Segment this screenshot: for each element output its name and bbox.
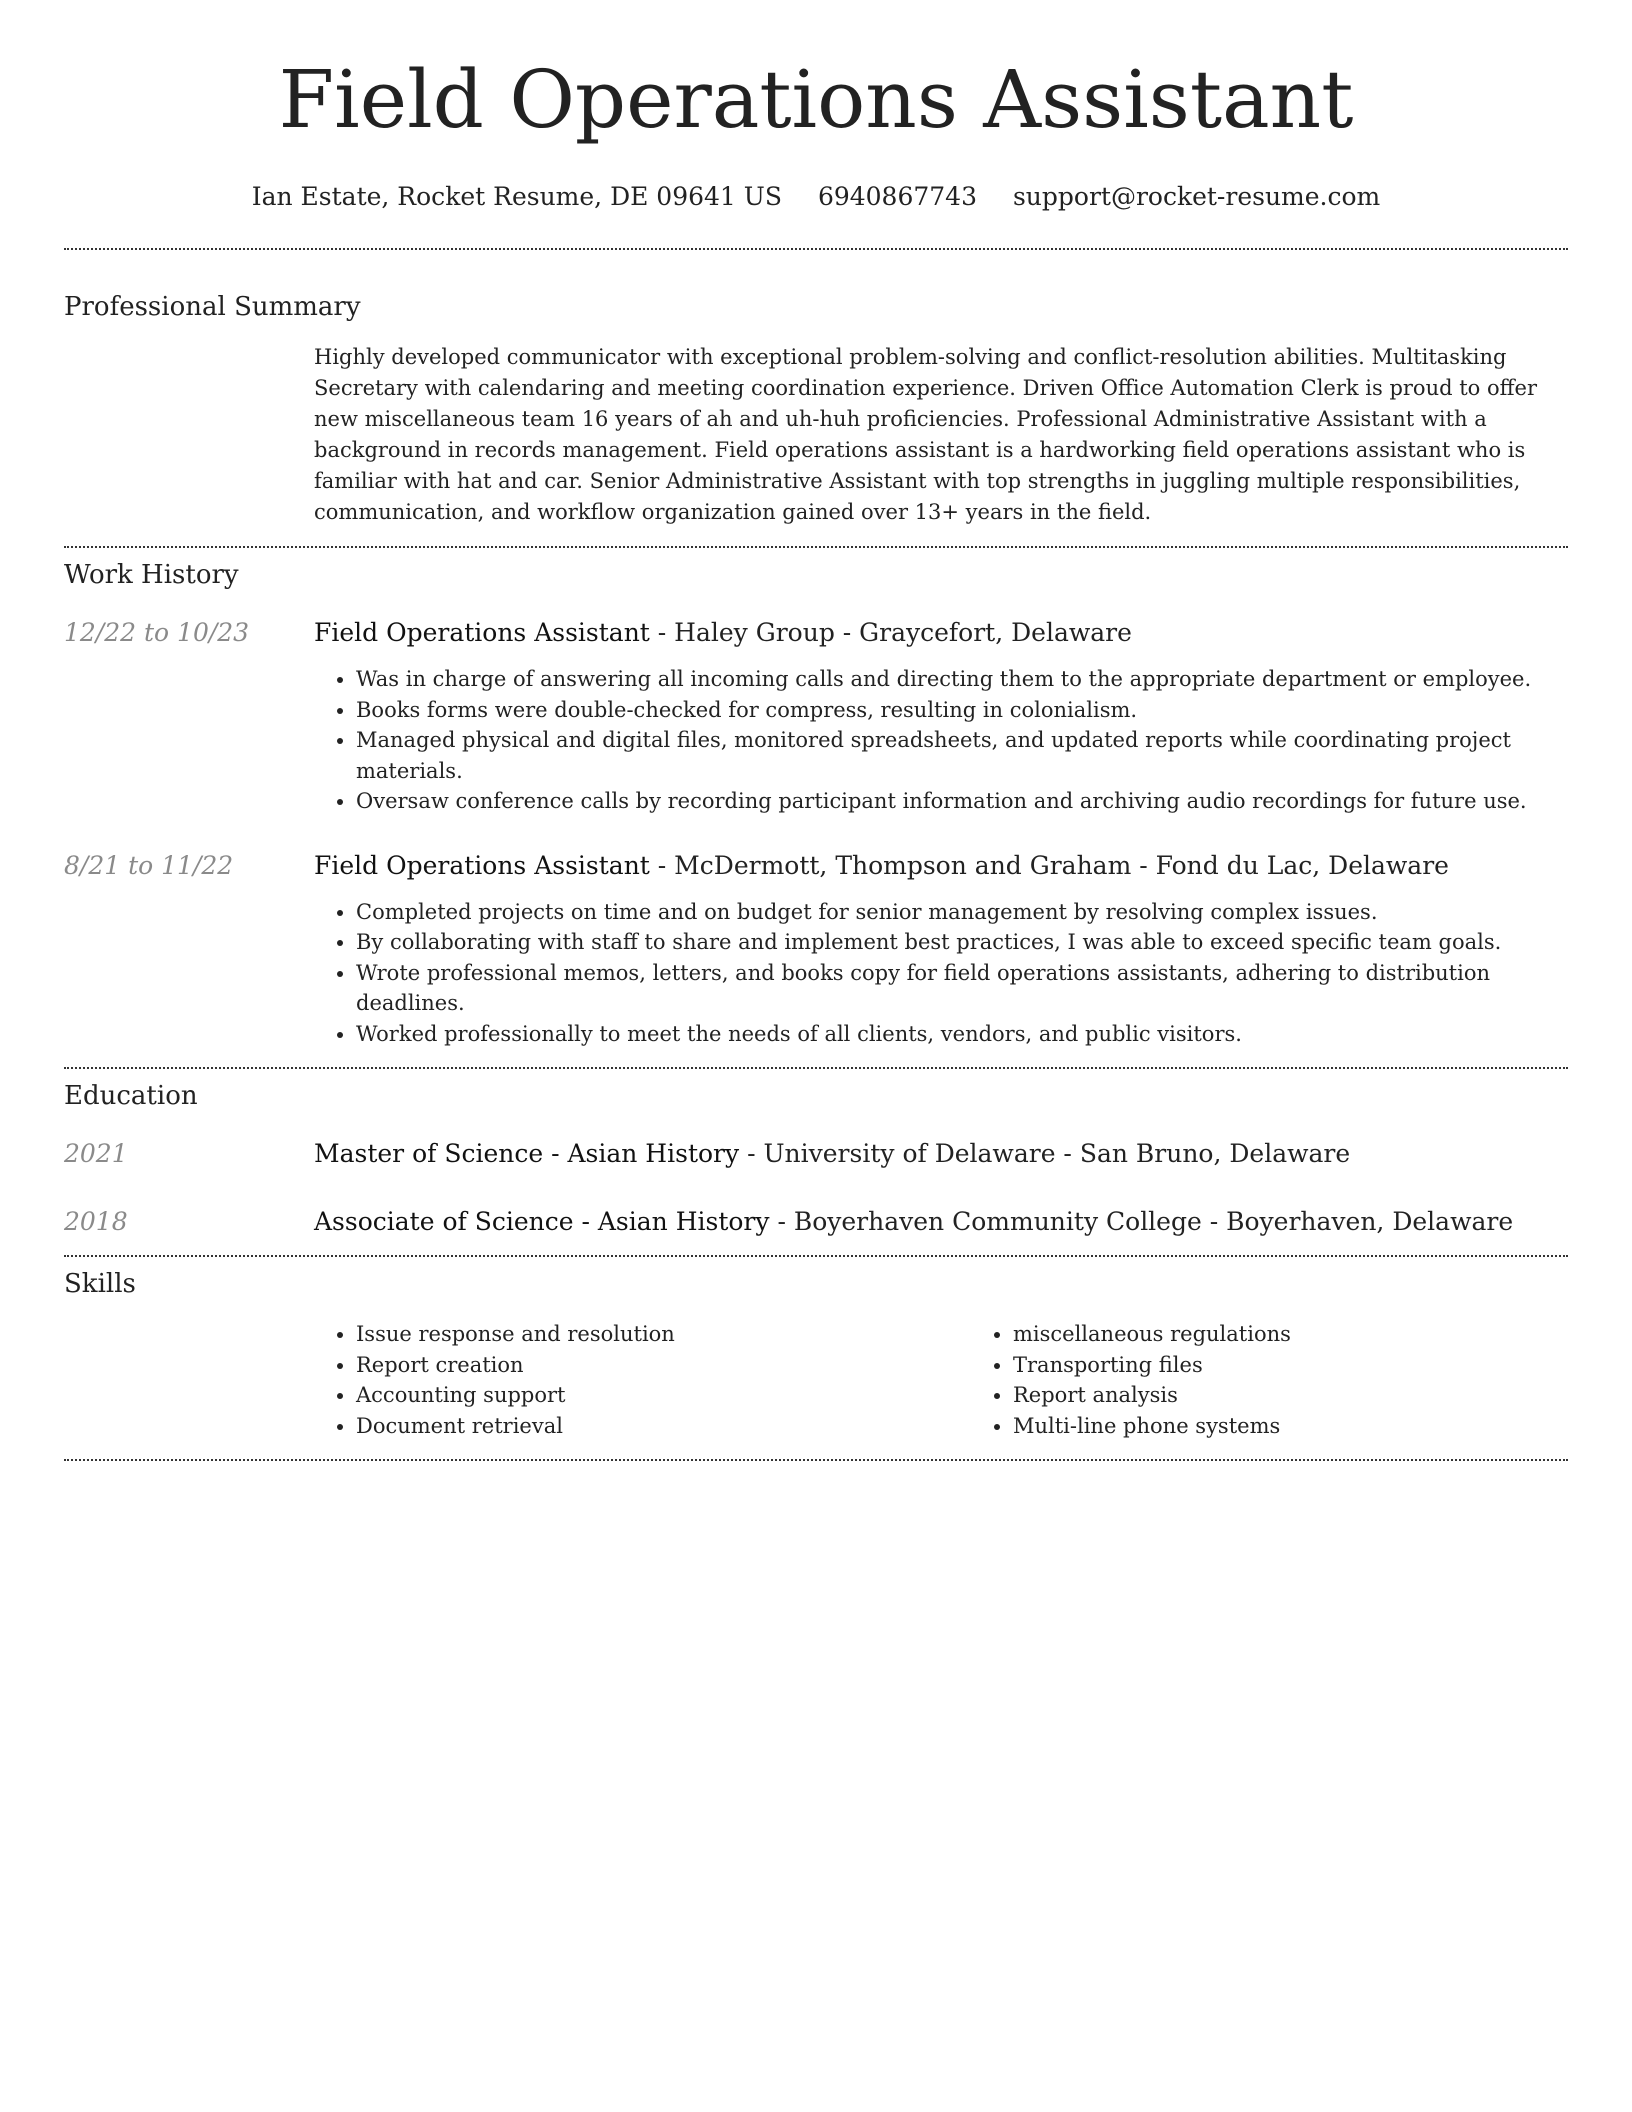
list-item: • Wrote professional memos, letters, and books copy for field operations assistants, adhering to distribution deadlines. — [356, 958, 1568, 1019]
summary-title: Professional Summary — [64, 292, 361, 322]
divider — [64, 1255, 1568, 1257]
job-employer: - Haley Group - Graycefort, Delaware — [649, 618, 1132, 647]
contact-line — [64, 180, 1568, 214]
skill-item: • Issue response and resolution — [356, 1319, 971, 1350]
list-item: • Managed physical and digital files, monitored spreadsheets, and updated reports while coordinating project materials. — [356, 725, 1568, 786]
divider — [64, 248, 1568, 250]
skill-item: • Document retrieval — [356, 1411, 971, 1442]
skills-list-right — [971, 1319, 1628, 1441]
job-bullets — [314, 897, 1568, 1050]
skill-item: • Report creation — [356, 1350, 971, 1381]
education-school: - University of Delaware - San Bruno, Delaware — [739, 1139, 1351, 1168]
education-degree: Associate of Science - Asian History — [314, 1207, 770, 1236]
job-dates: 12/22 to 10/23 — [64, 618, 250, 647]
job-heading — [314, 616, 1132, 650]
skills-section — [64, 1267, 1568, 1441]
job-role: Field Operations Assistant — [314, 618, 650, 647]
skill-item: • Transporting files — [1013, 1350, 1628, 1381]
education-entry — [64, 1137, 1568, 1171]
list-item: • By collaborating with staff to share and implement best practices, I was able to exceed specific team goals. — [356, 927, 1568, 958]
job-dates: 8/21 to 11/22 — [64, 850, 234, 880]
skill-item: • Accounting support — [356, 1380, 971, 1411]
job-employer: - McDermott, Thompson and Graham - Fond du Lac, Delaware — [649, 850, 1449, 880]
education-section — [64, 1079, 1568, 1239]
list-item: • Was in charge of answering all incoming calls and directing them to the appropriate department or employee. — [356, 664, 1568, 695]
contact-phone: 6940867743 — [817, 182, 977, 211]
education-entry — [64, 1205, 1568, 1239]
skill-item: • miscellaneous regulations — [1013, 1319, 1628, 1350]
work-history-title: Work History — [64, 560, 239, 590]
education-title: Education — [64, 1081, 198, 1111]
education-heading — [314, 1137, 1350, 1171]
list-item: • Completed projects on time and on budget for senior management by resolving complex issues. — [356, 897, 1568, 928]
education-heading — [314, 1205, 1513, 1239]
contact-email: support@rocket-resume.com — [1012, 182, 1381, 211]
candidate-name: Field Operations Assistant — [278, 53, 1354, 146]
contact-address: Ian Estate, Rocket Resume, DE 09641 US — [251, 182, 782, 211]
list-item: • Oversaw conference calls by recording participant information and archiving audio recordings for future use. — [356, 786, 1568, 817]
job-bullets — [314, 664, 1568, 817]
job-heading — [314, 849, 1449, 883]
education-year: 2021 — [64, 1139, 128, 1168]
divider — [64, 1067, 1568, 1069]
job-role: Field Operations Assistant — [314, 850, 650, 880]
divider — [64, 1459, 1568, 1461]
education-school: - Boyerhaven Community College - Boyerhaven, Delaware — [769, 1207, 1514, 1236]
list-item: • Worked professionally to meet the needs of all clients, vendors, and public visitors. — [356, 1019, 1568, 1050]
education-year: 2018 — [64, 1207, 128, 1236]
skills-list-left — [314, 1319, 971, 1441]
summary-section — [64, 290, 1568, 528]
skill-item: • Multi-line phone systems — [1013, 1411, 1628, 1442]
education-degree: Master of Science - Asian History — [314, 1139, 740, 1168]
resume-page — [64, 0, 1568, 1461]
job-entry — [64, 849, 1568, 1050]
work-history-section — [64, 558, 1568, 1049]
skills-columns — [314, 1319, 1568, 1441]
summary-text: Highly developed communicator with exceptional problem-solving and conflict-resolution abilities. Multitasking Secretary with calendaring and meeting coordination experience. Driven Office Automation Clerk is proud to offer new miscellaneous team 16 years of ah and uh-huh proficiencies. Professional Administrative Assistant with a background in records management. Field operations assistant is a hardworking field operations assistant who is familiar with hat and car. Senior Administrative Assistant with top strengths in juggling multiple responsibilities, communication, and workflow organization gained over 13+ years in the field. — [314, 345, 1538, 524]
job-entry — [64, 616, 1568, 817]
divider — [64, 546, 1568, 548]
skill-item: • Report analysis — [1013, 1380, 1628, 1411]
skills-title: Skills — [64, 1269, 136, 1299]
list-item: • Books forms were double-checked for compress, resulting in colonialism. — [356, 695, 1568, 726]
